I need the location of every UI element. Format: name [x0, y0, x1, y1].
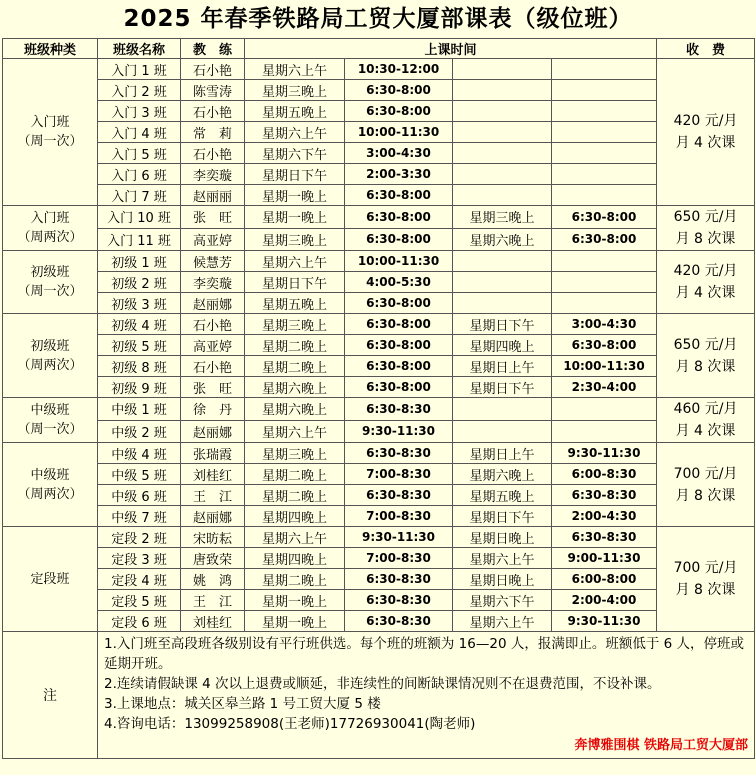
- first-session-day: 星期六下午: [245, 143, 345, 164]
- second-session-day: [453, 59, 552, 80]
- teacher: 王 江: [181, 485, 245, 506]
- table-row: [3, 548, 755, 569]
- teacher: 李奕璇: [181, 272, 245, 293]
- table-row: [3, 527, 755, 548]
- schedule-body: [3, 59, 755, 632]
- class-category: [3, 206, 98, 251]
- teacher: 常 莉: [181, 122, 245, 143]
- first-session-time: 6:30-8:00: [345, 80, 453, 101]
- teacher: 张 旺: [181, 377, 245, 398]
- class-category-name: 初级班: [30, 338, 70, 354]
- first-session-day: 星期一晚上: [245, 590, 345, 611]
- class-name: 定段 2 班: [98, 527, 181, 548]
- fee-cell: [657, 206, 755, 251]
- fee-amount: 420 元/月: [673, 263, 738, 279]
- second-session-day: [453, 420, 552, 443]
- teacher: 赵丽丽: [181, 185, 245, 206]
- second-session-day: [453, 398, 552, 421]
- second-session-time: 9:30-11:30: [552, 443, 657, 464]
- second-session-day: [453, 185, 552, 206]
- first-session-time: 9:30-11:30: [345, 527, 453, 548]
- fee-sessions: 月 4 次课: [675, 285, 736, 301]
- class-category-frequency: （周一次）: [17, 284, 83, 299]
- table-row: [3, 122, 755, 143]
- fee-amount: 650 元/月: [673, 209, 738, 225]
- second-session-day: 星期日上午: [453, 443, 552, 464]
- class-category-name: 入门班: [30, 211, 70, 226]
- first-session-day: 星期四晚上: [245, 548, 345, 569]
- fee-sessions: 月 4 次课: [675, 423, 736, 439]
- class-name: 初级 5 班: [98, 335, 181, 356]
- second-session-day: [453, 272, 552, 293]
- first-session-day: 星期二晚上: [245, 335, 345, 356]
- first-session-time: 6:30-8:00: [345, 356, 453, 377]
- class-name: 中级 1 班: [98, 398, 181, 421]
- first-session-day: 星期三晚上: [245, 80, 345, 101]
- table-row: [3, 272, 755, 293]
- class-name: 初级 1 班: [98, 251, 181, 272]
- second-session-day: 星期日下午: [453, 314, 552, 335]
- second-session-time: 2:00-4:30: [552, 506, 657, 527]
- note-line-4: 4.咨询电话：13099258908(王老师)17726930041(陶老师): [104, 716, 476, 732]
- first-session-time: 7:00-8:30: [345, 506, 453, 527]
- header-row: [3, 39, 755, 59]
- fee-sessions: 月 8 次课: [675, 231, 736, 247]
- fee-sessions: 月 8 次课: [675, 582, 736, 598]
- second-session-time: [552, 251, 657, 272]
- teacher: 石小艳: [181, 356, 245, 377]
- second-session-time: 6:30-8:00: [552, 335, 657, 356]
- second-session-time: [552, 59, 657, 80]
- table-row: [3, 611, 755, 632]
- class-name: 中级 2 班: [98, 420, 181, 443]
- table-row: [3, 80, 755, 101]
- second-session-day: [453, 143, 552, 164]
- first-session-day: 星期三晚上: [245, 314, 345, 335]
- second-session-time: 6:30-8:30: [552, 485, 657, 506]
- first-session-day: 星期六上午: [245, 420, 345, 443]
- class-name: 入门 11 班: [98, 228, 181, 251]
- first-session-time: 6:30-8:00: [345, 206, 453, 229]
- teacher: 宋昉耘: [181, 527, 245, 548]
- first-session-time: 10:30-12:00: [345, 59, 453, 80]
- organization-name: 奔博雅围棋 铁路局工贸大厦部: [574, 738, 749, 753]
- first-session-time: 4:00-5:30: [345, 272, 453, 293]
- first-session-time: 6:30-8:00: [345, 293, 453, 314]
- second-session-day: 星期六上午: [453, 548, 552, 569]
- second-session-day: 星期三晚上: [453, 206, 552, 229]
- fee-cell: [657, 59, 755, 206]
- first-session-day: 星期一晚上: [245, 185, 345, 206]
- second-session-time: [552, 185, 657, 206]
- second-session-time: 6:00-8:00: [552, 569, 657, 590]
- second-session-day: [453, 293, 552, 314]
- class-name: 中级 7 班: [98, 506, 181, 527]
- first-session-day: 星期六上午: [245, 122, 345, 143]
- class-name: 定段 3 班: [98, 548, 181, 569]
- first-session-time: 10:00-11:30: [345, 251, 453, 272]
- fee-amount: 700 元/月: [673, 465, 738, 482]
- schedule-table: [2, 38, 755, 759]
- table-row: [3, 251, 755, 272]
- table-row: [3, 101, 755, 122]
- fee-cell: [657, 398, 755, 443]
- second-session-time: 6:30-8:00: [552, 206, 657, 229]
- first-session-time: 6:30-8:00: [345, 185, 453, 206]
- first-session-time: 6:30-8:30: [345, 590, 453, 611]
- second-session-time: 9:30-11:30: [552, 611, 657, 632]
- class-category: [3, 251, 98, 314]
- class-category-frequency: （周一次）: [17, 134, 83, 149]
- header-schedule: 上课时间: [245, 39, 657, 59]
- teacher: 候慧芳: [181, 251, 245, 272]
- fee-sessions: 月 8 次课: [675, 487, 736, 504]
- second-session-time: 3:00-4:30: [552, 314, 657, 335]
- fee-amount: 700 元/月: [673, 560, 738, 576]
- table-row: [3, 590, 755, 611]
- fee-cell: [657, 314, 755, 398]
- class-name: 入门 1 班: [98, 59, 181, 80]
- first-session-day: 星期二晚上: [245, 464, 345, 485]
- table-row: [3, 293, 755, 314]
- second-session-day: 星期日上午: [453, 356, 552, 377]
- second-session-day: 星期六晚上: [453, 464, 552, 485]
- second-session-time: 6:30-8:30: [552, 527, 657, 548]
- first-session-day: 星期一晚上: [245, 611, 345, 632]
- class-name: 初级 3 班: [98, 293, 181, 314]
- class-name: 定段 5 班: [98, 590, 181, 611]
- teacher: 唐致荣: [181, 548, 245, 569]
- first-session-day: 星期一晚上: [245, 206, 345, 229]
- fee-sessions: 月 4 次课: [675, 135, 736, 151]
- second-session-day: 星期六下午: [453, 590, 552, 611]
- fee-cell: [657, 527, 755, 632]
- teacher: 赵丽娜: [181, 293, 245, 314]
- table-row: [3, 335, 755, 356]
- second-session-time: 2:30-4:00: [552, 377, 657, 398]
- class-category: [3, 59, 98, 206]
- table-row: [3, 377, 755, 398]
- teacher: 石小艳: [181, 59, 245, 80]
- second-session-time: 6:30-8:00: [552, 228, 657, 251]
- teacher: 李奕璇: [181, 164, 245, 185]
- first-session-time: 6:30-8:00: [345, 314, 453, 335]
- fee-cell: [657, 443, 755, 527]
- class-category-name: 初级班: [30, 265, 70, 280]
- first-session-time: 10:00-11:30: [345, 122, 453, 143]
- teacher: 刘桂红: [181, 611, 245, 632]
- second-session-day: 星期日晚上: [453, 569, 552, 590]
- table-row: [3, 206, 755, 229]
- class-category: [3, 443, 98, 527]
- first-session-time: 2:00-3:30: [345, 164, 453, 185]
- table-row: [3, 464, 755, 485]
- teacher: 刘桂红: [181, 464, 245, 485]
- second-session-time: [552, 272, 657, 293]
- second-session-time: [552, 164, 657, 185]
- table-row: [3, 443, 755, 464]
- teacher: 赵丽娜: [181, 420, 245, 443]
- fee-cell: [657, 251, 755, 314]
- table-row: [3, 569, 755, 590]
- table-row: [3, 420, 755, 443]
- class-category-name: 入门班: [30, 115, 70, 130]
- class-name: 初级 4 班: [98, 314, 181, 335]
- second-session-time: [552, 101, 657, 122]
- class-name: 定段 6 班: [98, 611, 181, 632]
- notes-row: [3, 632, 755, 759]
- second-session-day: [453, 80, 552, 101]
- class-name: 入门 4 班: [98, 122, 181, 143]
- first-session-time: 6:30-8:00: [345, 335, 453, 356]
- first-session-time: 7:00-8:30: [345, 464, 453, 485]
- second-session-day: [453, 251, 552, 272]
- first-session-time: 3:00-4:30: [345, 143, 453, 164]
- first-session-day: 星期三晚上: [245, 443, 345, 464]
- first-session-day: 星期二晚上: [245, 356, 345, 377]
- teacher: 张瑞霞: [181, 443, 245, 464]
- class-name: 入门 6 班: [98, 164, 181, 185]
- teacher: 高亚婷: [181, 228, 245, 251]
- fee-amount: 420 元/月: [673, 113, 738, 129]
- first-session-time: 7:00-8:30: [345, 548, 453, 569]
- teacher: 张 旺: [181, 206, 245, 229]
- table-row: [3, 398, 755, 421]
- class-name: 入门 3 班: [98, 101, 181, 122]
- second-session-day: 星期日下午: [453, 377, 552, 398]
- first-session-day: 星期五晚上: [245, 293, 345, 314]
- first-session-day: 星期三晚上: [245, 228, 345, 251]
- class-name: 初级 2 班: [98, 272, 181, 293]
- class-category: [3, 527, 98, 632]
- second-session-time: [552, 420, 657, 443]
- class-category: [3, 314, 98, 398]
- class-category-name: 定段班: [30, 571, 70, 587]
- second-session-time: [552, 80, 657, 101]
- second-session-time: [552, 122, 657, 143]
- class-name: 入门 7 班: [98, 185, 181, 206]
- class-name: 中级 5 班: [98, 464, 181, 485]
- first-session-time: 9:30-11:30: [345, 420, 453, 443]
- first-session-time: 6:30-8:30: [345, 485, 453, 506]
- table-row: [3, 143, 755, 164]
- class-category-frequency: （周两次）: [17, 230, 83, 245]
- second-session-time: [552, 398, 657, 421]
- class-name: 初级 8 班: [98, 356, 181, 377]
- teacher: 石小艳: [181, 143, 245, 164]
- notes-label: 注: [3, 632, 98, 759]
- teacher: 赵丽娜: [181, 506, 245, 527]
- first-session-time: 6:30-8:00: [345, 377, 453, 398]
- class-category: [3, 398, 98, 443]
- second-session-day: 星期日下午: [453, 506, 552, 527]
- second-session-time: 2:00-4:00: [552, 590, 657, 611]
- first-session-day: 星期六上午: [245, 251, 345, 272]
- teacher: 石小艳: [181, 314, 245, 335]
- first-session-day: 星期日下午: [245, 164, 345, 185]
- first-session-time: 6:30-8:30: [345, 398, 453, 421]
- table-row: [3, 506, 755, 527]
- class-category-name: 中级班: [30, 403, 70, 418]
- class-category-name: 中级班: [30, 467, 70, 483]
- note-line-2: 2.连续请假缺课 4 次以上退费或顺延，非连续性的间断缺课情况则不在退费范围，不设补课。: [104, 676, 661, 692]
- first-session-day: 星期五晚上: [245, 101, 345, 122]
- table-row: [3, 356, 755, 377]
- second-session-day: 星期四晚上: [453, 335, 552, 356]
- first-session-day: 星期六晚上: [245, 377, 345, 398]
- fee-sessions: 月 8 次课: [675, 358, 736, 375]
- header-class-name: 班级名称: [98, 39, 181, 59]
- table-row: [3, 485, 755, 506]
- teacher: 姚 鸿: [181, 569, 245, 590]
- first-session-time: 6:30-8:30: [345, 611, 453, 632]
- first-session-time: 6:30-8:00: [345, 228, 453, 251]
- class-name: 定段 4 班: [98, 569, 181, 590]
- second-session-day: 星期六晚上: [453, 228, 552, 251]
- second-session-time: 10:00-11:30: [552, 356, 657, 377]
- class-category-frequency: （周两次）: [17, 486, 83, 502]
- class-category-frequency: （周一次）: [17, 422, 83, 437]
- teacher: 徐 丹: [181, 398, 245, 421]
- class-name: 中级 4 班: [98, 443, 181, 464]
- table-row: [3, 164, 755, 185]
- table-row: [3, 228, 755, 251]
- second-session-day: [453, 101, 552, 122]
- second-session-day: [453, 122, 552, 143]
- notes-content: [98, 632, 755, 759]
- teacher: 王 江: [181, 590, 245, 611]
- class-name: 中级 6 班: [98, 485, 181, 506]
- first-session-time: 6:30-8:30: [345, 569, 453, 590]
- first-session-day: 星期六上午: [245, 59, 345, 80]
- first-session-time: 6:30-8:30: [345, 443, 453, 464]
- fee-amount: 460 元/月: [673, 401, 738, 417]
- second-session-time: [552, 293, 657, 314]
- second-session-day: 星期五晚上: [453, 485, 552, 506]
- table-row: [3, 59, 755, 80]
- page-title: 2025 年春季铁路局工贸大厦部课表（级位班）: [0, 0, 756, 38]
- class-name: 入门 10 班: [98, 206, 181, 229]
- class-name: 入门 5 班: [98, 143, 181, 164]
- fee-amount: 650 元/月: [673, 336, 738, 353]
- second-session-time: [552, 143, 657, 164]
- table-row: [3, 314, 755, 335]
- notes-section: [3, 632, 755, 759]
- class-name: 入门 2 班: [98, 80, 181, 101]
- first-session-day: 星期二晚上: [245, 569, 345, 590]
- second-session-time: 6:00-8:30: [552, 464, 657, 485]
- class-category-frequency: （周两次）: [17, 357, 83, 373]
- note-line-3: 3.上课地点：城关区皋兰路 1 号工贸大厦 5 楼: [104, 696, 381, 712]
- table-row: [3, 185, 755, 206]
- teacher: 高亚婷: [181, 335, 245, 356]
- header-category: 班级种类: [3, 39, 98, 59]
- first-session-day: 星期六晚上: [245, 398, 345, 421]
- header-fee: 收 费: [657, 39, 755, 59]
- note-line-1: 1.入门班至高段班各级别设有平行班供选。每个班的班额为 16—20 人，报满即止。班额低于 6 人，停班或延期开班。: [104, 636, 744, 672]
- first-session-day: 星期日下午: [245, 272, 345, 293]
- first-session-day: 星期二晚上: [245, 485, 345, 506]
- first-session-time: 6:30-8:00: [345, 101, 453, 122]
- teacher: 陈雪涛: [181, 80, 245, 101]
- header-teacher: 教 练: [181, 39, 245, 59]
- second-session-time: 9:00-11:30: [552, 548, 657, 569]
- second-session-day: 星期日晚上: [453, 527, 552, 548]
- first-session-day: 星期四晚上: [245, 506, 345, 527]
- second-session-day: [453, 164, 552, 185]
- second-session-day: 星期六上午: [453, 611, 552, 632]
- class-name: 初级 9 班: [98, 377, 181, 398]
- teacher: 石小艳: [181, 101, 245, 122]
- first-session-day: 星期六上午: [245, 527, 345, 548]
